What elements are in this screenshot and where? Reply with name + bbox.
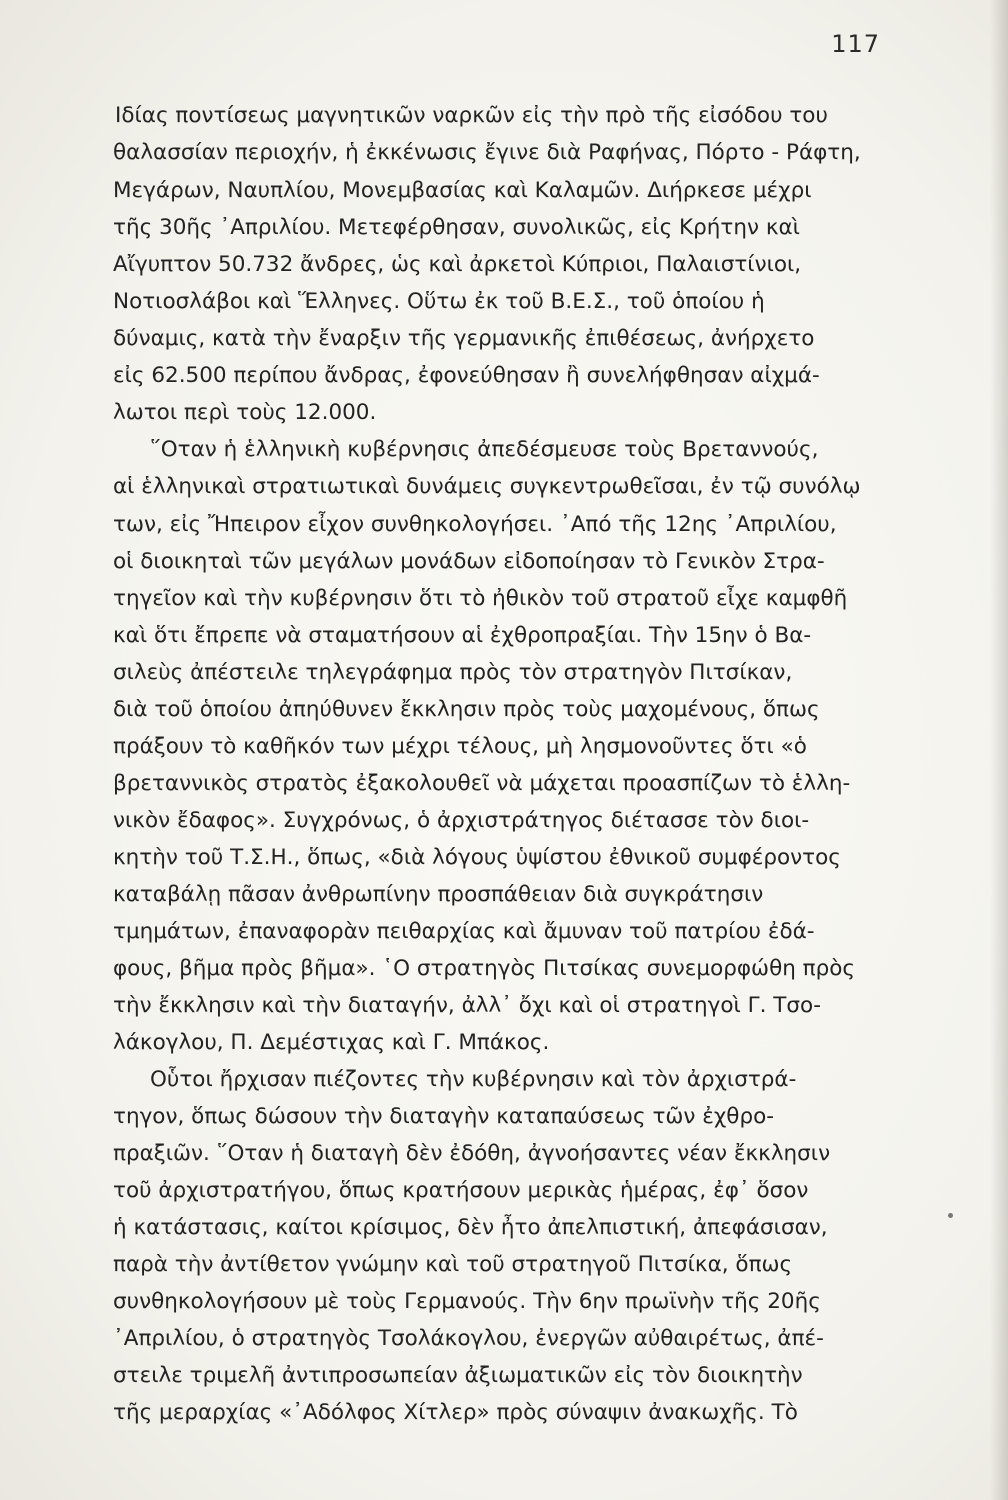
text-line: τοῦ ἀρχιστρατήγου, ὅπως κρατήσουν μερικὰς ἡμέρας, ἐφ᾿ ὅσον [113, 1178, 809, 1203]
text-line: λωτοι περὶ τοὺς 12.000. [113, 400, 377, 425]
text-line: νικὸν ἔδαφος». Συγχρόνως, ὁ ἀρχιστράτηγος διέτασσε τὸν διοι- [113, 808, 810, 833]
text-line: πράξουν τὸ καθῆκόν των μέχρι τέλους, μὴ λησμονοῦντες ὅτι «ὁ [113, 734, 807, 759]
text-line: θαλασσίαν περιοχήν, ἡ ἐκκένωσις ἔγινε διὰ Ραφήνας, Πόρτο - Ράφτη, [113, 140, 861, 165]
text-line: καὶ ὅτι ἔπρεπε νὰ σταματήσουν αἱ ἐχθροπραξίαι. Τὴν 15ην ὁ Βα- [113, 623, 812, 648]
text-line: συνθηκολογήσουν μὲ τοὺς Γερμανούς. Τὴν 6ην πρωϊνὴν τῆς 20ῆς [113, 1289, 821, 1314]
text-line: κητὴν τοῦ Τ.Σ.Η., ὅπως, «διὰ λόγους ὑψίστου ἐθνικοῦ συμφέροντος [113, 845, 841, 870]
text-line: τηγον, ὅπως δώσουν τὴν διαταγὴν καταπαύσεως τῶν ἐχθρο- [113, 1104, 774, 1129]
text-line: παρὰ τὴν ἀντίθετον γνώμην καὶ τοῦ στρατηγοῦ Πιτσίκα, ὅπως [113, 1252, 793, 1277]
text-line: καταβάλῃ πᾶσαν ἀνθρωπίνην προσπάθειαν διὰ συγκράτησιν [113, 882, 764, 907]
text-line: δύναμις, κατὰ τὴν ἔναρξιν τῆς γερμανικῆς ἐπιθέσεως, ἀνήρχετο [113, 326, 815, 351]
text-line: των, εἰς Ἤπειρον εἶχον συνθηκολογήσει. ᾿Από τῆς 12ης ᾿Απριλίου, [113, 512, 837, 537]
text-line: Νοτιοσλάβοι καὶ Ἕλληνες. Οὕτω ἐκ τοῦ Β.Ε.Σ., τοῦ ὁποίου ἡ [113, 289, 765, 314]
text-line: τηγεῖον καὶ τὴν κυβέρνησιν ὅτι τὸ ἠθικὸν τοῦ στρατοῦ εἶχε καμφθῆ [113, 586, 848, 611]
text-line: ᾿Απριλίου, ὁ στρατηγὸς Τσολάκογλου, ἐνεργῶν αὐθαιρέτως, ἀπέ- [113, 1326, 824, 1351]
text-line: Ιδίας ποντίσεως μαγνητικῶν ναρκῶν εἰς τὴν πρὸ τῆς εἰσόδου του [115, 103, 828, 128]
text-line: τμημάτων, ἐπαναφορὰν πειθαρχίας καὶ ἄμυναν τοῦ πατρίου ἐδά- [113, 919, 815, 944]
text-line: ῞Οταν ἡ ἑλληνικὴ κυβέρνησις ἀπεδέσμευσε τοὺς Βρεταννούς, [150, 437, 819, 462]
text-line: πραξιῶν. ῞Οταν ἡ διαταγὴ δὲν ἐδόθη, ἀγνοήσαντες νέαν ἔκκλησιν [113, 1141, 831, 1166]
page-number: 117 [831, 30, 880, 58]
text-line: τῆς μεραρχίας «᾿Αδόλφος Χίτλερ» πρὸς σύναψιν ἀνακωχῆς. Τὸ [113, 1400, 798, 1425]
text-line: σιλεὺς ἀπέστειλε τηλεγράφημα πρὸς τὸν στρατηγὸν Πιτσίκαν, [113, 660, 793, 685]
text-line: φους, βῆμα πρὸς βῆμα». ῾Ο στρατηγὸς Πιτσίκας συνεμορφώθη πρὸς [113, 956, 856, 981]
text-line: Αἴγυπτον 50.732 ἄνδρες, ὡς καὶ ἀρκετοὶ Κύπριοι, Παλαιστίνιοι, [113, 252, 802, 277]
text-line: Μεγάρων, Ναυπλίου, Μονεμβασίας καὶ Καλαμῶν. Διήρκεσε μέχρι [113, 178, 812, 203]
scan-speck [948, 1213, 953, 1218]
text-line: οἱ διοικηταὶ τῶν μεγάλων μονάδων εἰδοποίησαν τὸ Γενικὸν Στρα- [113, 549, 825, 574]
text-line: βρεταννικὸς στρατὸς ἐξακολουθεῖ νὰ μάχεται προασπίζων τὸ ἑλλη- [113, 771, 851, 796]
text-line: αἱ ἑλληνικαὶ στρατιωτικαὶ δυνάμεις συγκεντρωθεῖσαι, ἐν τῷ συνόλῳ [113, 474, 861, 499]
text-line: τῆς 30ῆς ᾿Απριλίου. Μετεφέρθησαν, συνολικῶς, εἰς Κρήτην καὶ [113, 215, 800, 240]
text-line: εἰς 62.500 περίπου ἄνδρας, ἐφονεύθησαν ἢ συνελήφθησαν αἰχμά- [113, 363, 820, 388]
text-line: ἡ κατάστασις, καίτοι κρίσιμος, δὲν ἦτο ἀπελπιστική, ἀπεφάσισαν, [113, 1215, 828, 1240]
text-line: λάκογλου, Π. Δεμέστιχας καὶ Γ. Μπάκος. [113, 1030, 550, 1055]
text-line: τὴν ἔκκλησιν καὶ τὴν διαταγήν, ἀλλ᾿ ὄχι καὶ οἱ στρατηγοὶ Γ. Τσο- [113, 993, 821, 1018]
text-line: διὰ τοῦ ὁποίου ἀπηύθυνεν ἔκκλησιν πρὸς τοὺς μαχομένους, ὅπως [113, 697, 820, 722]
text-line: Οὗτοι ἤρχισαν πιέζοντες τὴν κυβέρνησιν καὶ τὸν ἀρχιστρά- [150, 1067, 797, 1092]
text-line: στειλε τριμελῆ ἀντιπροσωπείαν ἀξιωματικῶν εἰς τὸν διοικητὴν [113, 1363, 803, 1388]
